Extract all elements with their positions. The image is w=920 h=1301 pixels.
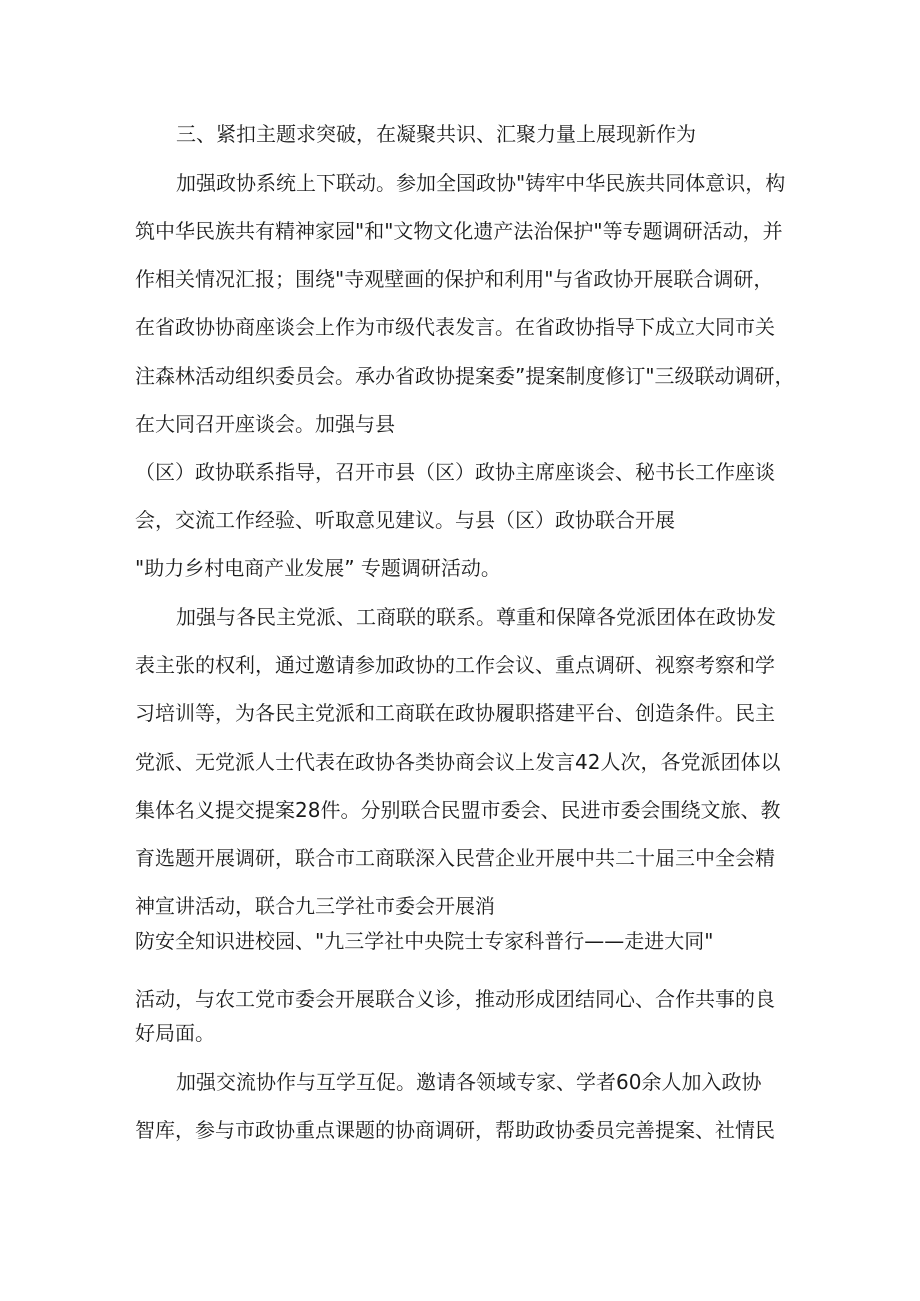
paragraph-line: 加强与各民主党派、工商联的联系。尊重和保障各党派团体在政协发 — [176, 605, 776, 629]
paragraph-line: 加强政协系统上下联动。参加全国政协"铸牢中华民族共同体意识，构 — [176, 171, 786, 195]
paragraph-line: 在省政协协商座谈会上作为市级代表发言。在省政协指导下成立大同市关 — [135, 315, 775, 339]
paragraph-line: 筑中华民族共有精神家园"和"文物文化遗产法治保护"等专题调研活动，并 — [135, 219, 783, 243]
paragraph-line: 神宣讲活动，联合九三学社市委会开展消 — [135, 894, 495, 918]
paragraph-line: 育选题开展调研，联合市工商联深入民营企业开展中共二十届三中全会精 — [135, 846, 775, 870]
section-heading: 三、紧扣主题求突破，在凝聚共识、汇聚力量上展现新作为 — [176, 122, 696, 146]
paragraph-line: 注森林活动组织委员会。承办省政协提案委”提案制度修订"三级联动调研， — [135, 364, 795, 388]
paragraph-line: 防安全知识进校园、"九三学社中央院士专家科普行——走进大同" — [135, 929, 714, 953]
paragraph-line: 活动，与农工党市委会开展联合义诊，推动形成团结同心、合作共事的良 — [135, 987, 775, 1011]
paragraph-line: 智库，参与市政协重点课题的协商调研，帮助政协委员完善提案、社情民 — [135, 1118, 775, 1142]
paragraph-line: 会，交流工作经验、听取意见建议。与县（区）政协联合开展 — [135, 508, 675, 532]
paragraph-line: 好局面。 — [135, 1021, 215, 1045]
paragraph-line: 集体名义提交提案28件。分别联合民盟市委会、民进市委会围绕文旅、教 — [135, 798, 781, 822]
paragraph-line: 加强交流协作与互学互促。邀请各领域专家、学者60余人加入政协 — [176, 1070, 762, 1094]
paragraph-line: 党派、无党派人士代表在政协各类协商会议上发言42人次，各党派团体以 — [135, 750, 781, 774]
paragraph-line: 习培训等，为各民主党派和工商联在政协履职搭建平台、创造条件。民主 — [135, 701, 775, 725]
paragraph-line: 表主张的权利，通过邀请参加政协的工作会议、重点调研、视察考察和学 — [135, 653, 775, 677]
paragraph-line: 在大同召开座谈会。加强与县 — [135, 412, 395, 436]
paragraph-line: 作相关情况汇报；围绕"寺观壁画的保护和利用"与省政协开展联合调研， — [135, 267, 774, 291]
paragraph-line: （区）政协联系指导，召开市县（区）政协主席座谈会、秘书长工作座谈 — [135, 460, 775, 484]
paragraph-line: "助力乡村电商产业发展” 专题调研活动。 — [135, 556, 501, 580]
